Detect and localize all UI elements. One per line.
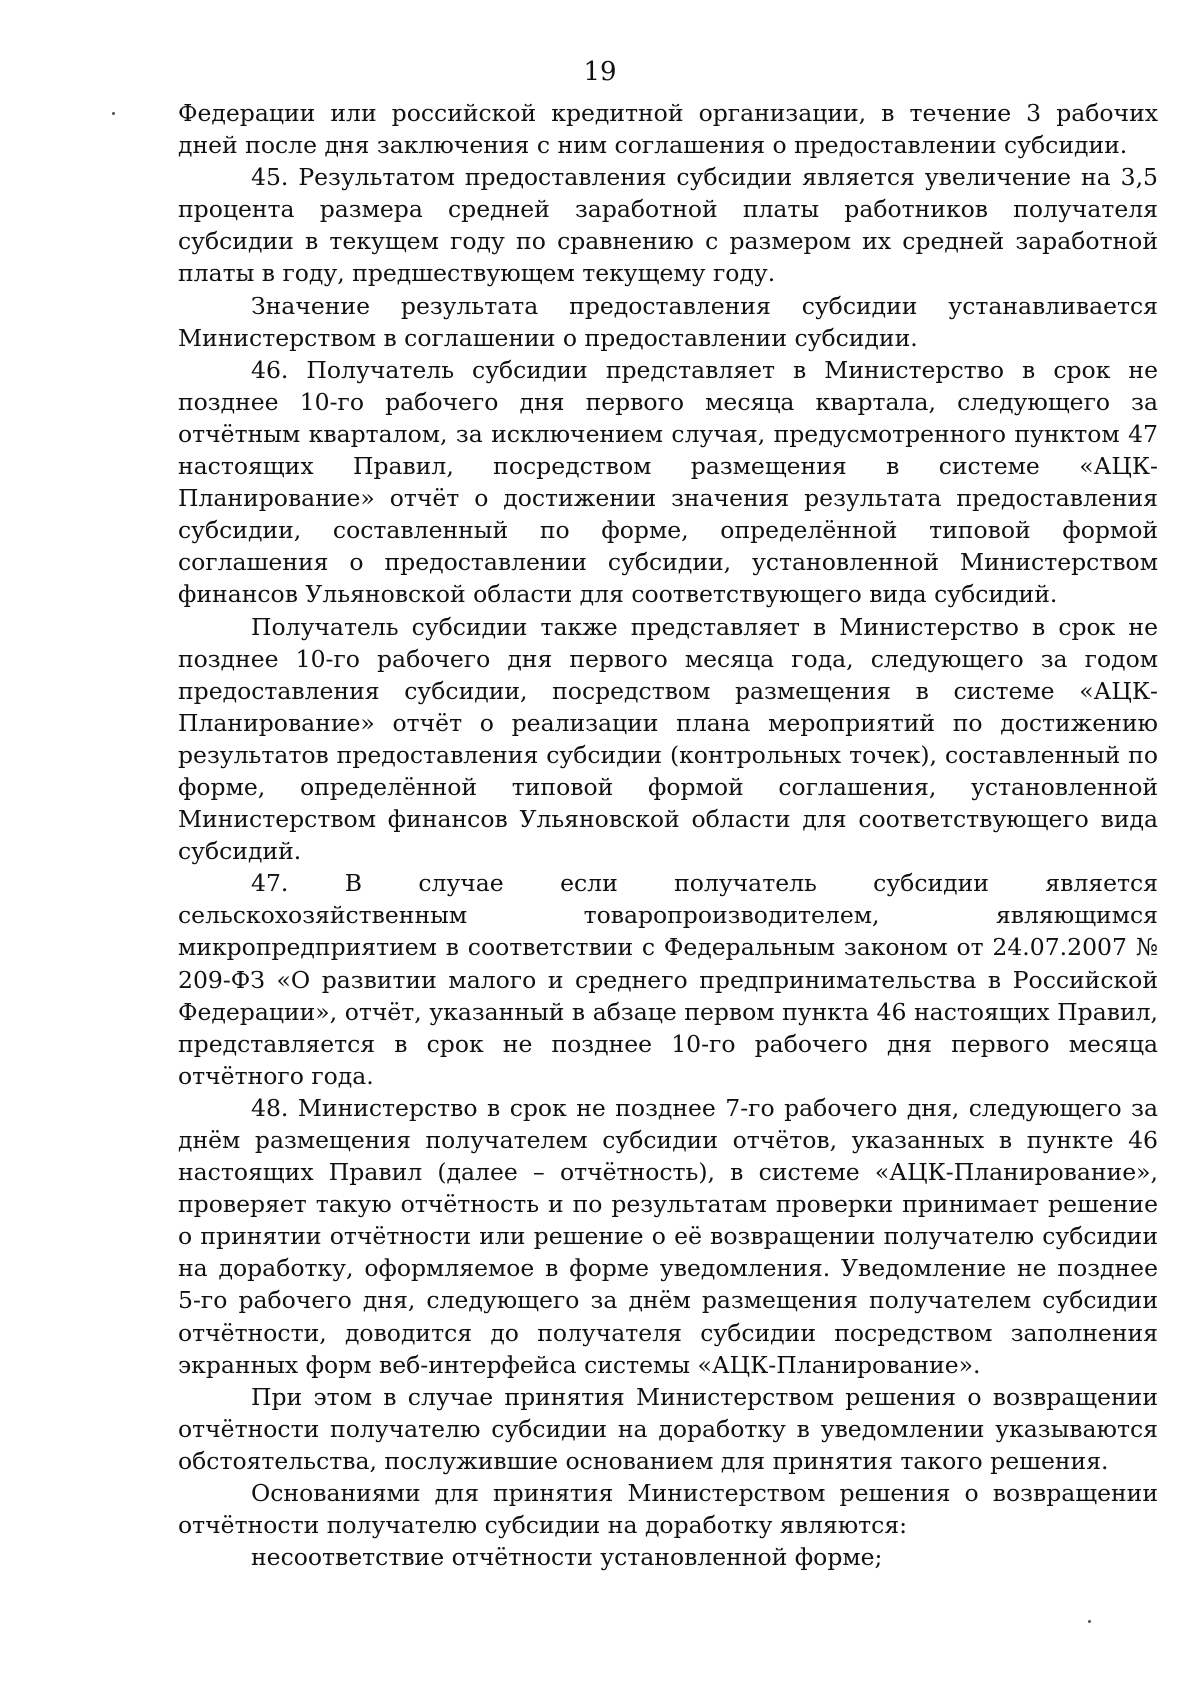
paragraph-48: 48. Министерство в срок не позднее 7-го рабочего дня, следующего за днём размещения получателем субсидии отчётов, указанных в пункте 46 настоящих Правил (далее – отчётность), в системе «АЦК-Планирование», проверяет такую отчётность и по результатам проверки принимает решение о принятии отчётности или решение о её возвращении получателю субсидии на доработку, оформляемое в форме уведомления. Уведомление не позднее 5-го рабочего дня, следующего за днём размещения получателем субсидии отчётности, доводится до получателя субсидии посредством заполнения экранных форм веб-интерфейса системы «АЦК-Планирование».: [178, 1093, 1158, 1379]
paragraph-48-ground-1: несоответствие отчётности установленной форме;: [251, 1543, 883, 1572]
paragraph-46-second: Получатель субсидии также представляет в Министерство в срок не позднее 10-го рабочего дня первого месяца года, следующего за годом предоставления субсидии, посредством размещения в системе «АЦК-Планирование» отчёт о реализации плана мероприятий по достижению результатов предоставления субсидии (контрольных точек), составленный по форме, определённой типовой формой соглашения, установленной Министерством финансов Ульяновской области для соответствующего вида субсидий.: [178, 612, 1158, 866]
paragraph-48-return: При этом в случае принятия Министерством решения о возвращении отчётности получателю субсидии на доработку в уведомлении указываются обстоятельства, послужившие основанием для принятия такого решения.: [178, 1382, 1158, 1475]
paragraph-46: 46. Получатель субсидии представляет в Министерство в срок не позднее 10-го рабочего дня первого месяца квартала, следующего за отчётным кварталом, за исключением случая, предусмотренного пунктом 47 настоящих Правил, посредством размещения в системе «АЦК-Планирование» отчёт о достижении значения результата предоставления субсидии, составленный по форме, определённой типовой формой соглашения о предоставлении субсидии, установленной Министерством финансов Ульяновской области для соответствующего вида субсидий.: [178, 355, 1158, 609]
page-number: 19: [583, 57, 617, 87]
paragraph-47: 47. В случае если получатель субсидии является сельскохозяйственным товаропроизводителем, являющимся микропредприятием в соответствии с Федеральным законом от 24.07.2007 № 209-ФЗ «О развитии малого и среднего предпринимательства в Российской Федерации», отчёт, указанный в абзаце первом пункта 46 настоящих Правил, представляется в срок не позднее 10-го рабочего дня первого месяца отчётного года.: [178, 869, 1158, 1090]
paragraph-continuation: Федерации или российской кредитной организации, в течение 3 рабочих дней после дня заключения с ним соглашения о предоставлении субсидии.: [178, 99, 1158, 160]
paragraph-45-value: Значение результата предоставления субсидии устанавливается Министерством в соглашении о предоставлении субсидии.: [178, 291, 1158, 352]
document-body: [178, 97, 1158, 1573]
scan-speck: [1088, 1620, 1091, 1623]
paragraph-48-grounds: Основаниями для принятия Министерством решения о возвращении отчётности получателю субсидии на доработку являются:: [178, 1479, 1158, 1540]
paragraph-45: 45. Результатом предоставления субсидии является увеличение на 3,5 процента размера средней заработной платы работников получателя субсидии в текущем году по сравнению с размером их средней заработной платы в году, предшествующем текущему году.: [178, 163, 1158, 288]
scan-speck: [112, 112, 115, 115]
